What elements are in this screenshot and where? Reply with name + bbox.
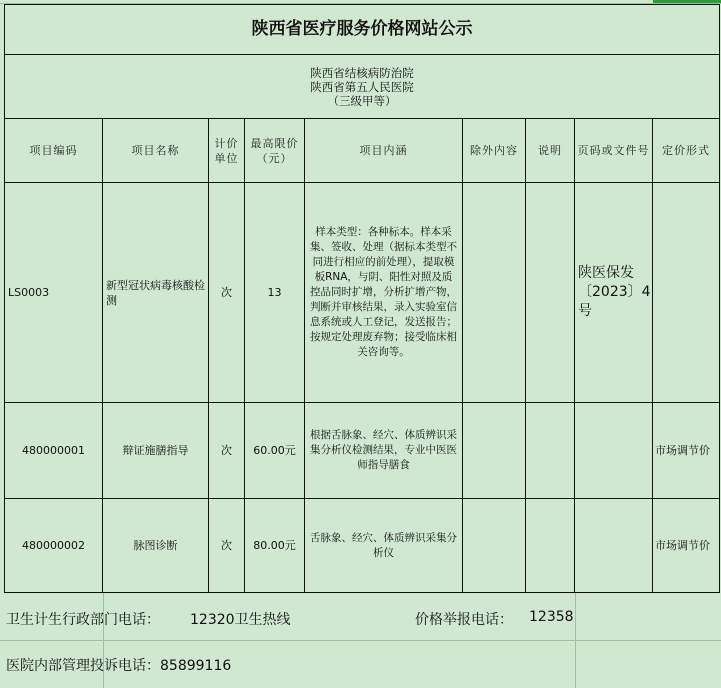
row1-pricing[interactable] xyxy=(653,183,720,403)
row1-price[interactable]: 13 xyxy=(245,183,305,403)
header-exclusions[interactable]: 除外内容 xyxy=(463,119,526,183)
gridline xyxy=(0,640,721,641)
row1-unit[interactable]: 次 xyxy=(209,183,245,403)
header-notes[interactable]: 说明 xyxy=(526,119,575,183)
report-label[interactable]: 价格举报电话： xyxy=(415,612,513,628)
row2-name[interactable]: 辩证施膳指导 xyxy=(103,403,209,499)
row1-doc[interactable]: 陕医保发〔2023〕4号 xyxy=(575,183,653,403)
row1-name[interactable]: 新型冠状病毒核酸检测 xyxy=(103,183,209,403)
row3-unit[interactable]: 次 xyxy=(209,499,245,593)
header-code[interactable]: 项目编码 xyxy=(4,119,103,183)
header-unit[interactable]: 计价单位 xyxy=(209,119,245,183)
report-value[interactable]: 12358 xyxy=(529,609,574,625)
hospital-grade: （三级甲等） xyxy=(327,93,397,108)
row3-code[interactable]: 480000002 xyxy=(4,499,103,593)
row3-exclusions[interactable] xyxy=(463,499,526,593)
row2-content[interactable]: 根据舌脉象、经穴、体质辨识采集分析仪检测结果，专业中医医师指导膳食 xyxy=(305,403,463,499)
row2-notes[interactable] xyxy=(526,403,575,499)
hospital-name-2: 陕西省第五人民医院 xyxy=(310,79,414,94)
row3-name[interactable]: 脉图诊断 xyxy=(103,499,209,593)
hospital-name-cell[interactable] xyxy=(4,55,720,119)
page-title[interactable]: 陕西省医疗服务价格网站公示 xyxy=(4,4,720,55)
row2-price[interactable]: 60.00元 xyxy=(245,403,305,499)
row2-doc[interactable] xyxy=(575,403,653,499)
row3-pricing[interactable]: 市场调节价 xyxy=(653,499,720,593)
row1-notes[interactable] xyxy=(526,183,575,403)
row1-content[interactable]: 样本类型：各种标本。样本采集、签收、处理（据标本类型不同进行相应的前处理），提取模板RNA，与阴、阳性对照及质控品同时扩增，分析扩增产物，判断并审核结果，录入实验室信息系统或人工登记，发送报告；按规定处理废弃物；接受临床相关咨询等。 xyxy=(305,183,463,403)
row2-code[interactable]: 480000001 xyxy=(4,403,103,499)
row3-notes[interactable] xyxy=(526,499,575,593)
gridline xyxy=(575,593,576,688)
selection-accent xyxy=(653,0,721,3)
row1-code[interactable]: LS0003 xyxy=(4,183,103,403)
row2-exclusions[interactable] xyxy=(463,403,526,499)
hotline-value[interactable]: 12320卫生热线 xyxy=(190,612,291,628)
header-doc[interactable]: 页码或文件号 xyxy=(575,119,653,183)
header-name[interactable]: 项目名称 xyxy=(103,119,209,183)
header-content[interactable]: 项目内涵 xyxy=(305,119,463,183)
row3-doc[interactable] xyxy=(575,499,653,593)
hospital-name-1: 陕西省结核病防治院 xyxy=(310,65,414,80)
row1-exclusions[interactable] xyxy=(463,183,526,403)
complaint-phone[interactable]: 医院内部管理投诉电话：85899116 xyxy=(6,658,232,674)
row2-pricing[interactable]: 市场调节价 xyxy=(653,403,720,499)
header-pricing[interactable]: 定价形式 xyxy=(653,119,720,183)
row3-content[interactable]: 舌脉象、经穴、体质辨识采集分析仪 xyxy=(305,499,463,593)
row3-price[interactable]: 80.00元 xyxy=(245,499,305,593)
header-max-price[interactable]: 最高限价（元） xyxy=(245,119,305,183)
row2-unit[interactable]: 次 xyxy=(209,403,245,499)
hotline-label[interactable]: 卫生计生行政部门电话： xyxy=(6,612,160,628)
